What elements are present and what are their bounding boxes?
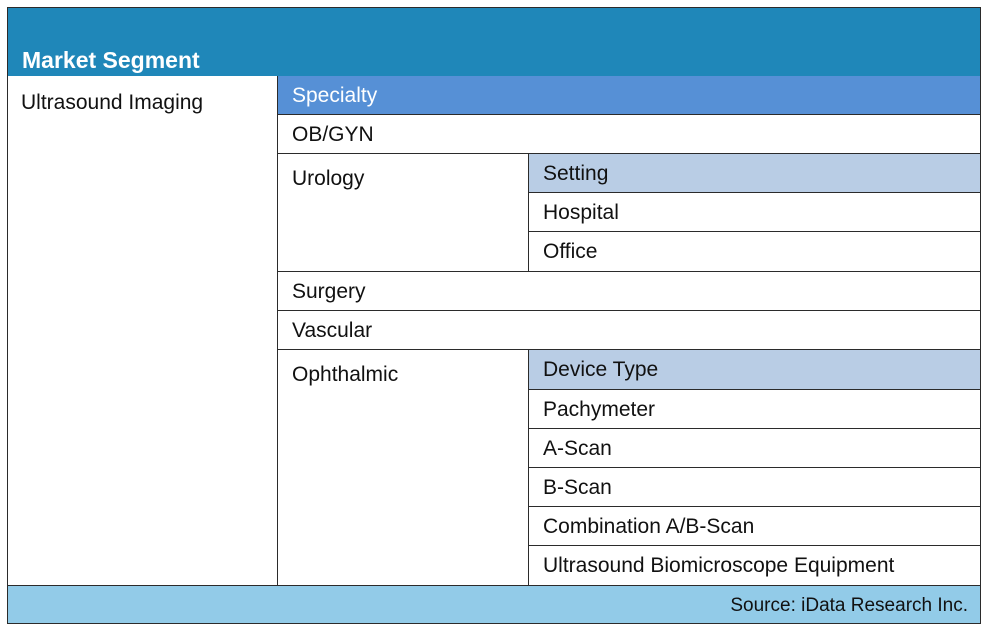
setting-label: Office	[543, 240, 598, 263]
table-footer	[8, 585, 980, 623]
specialty-row-surgery	[278, 272, 980, 311]
specialty-label: OB/GYN	[292, 123, 374, 146]
column-divider	[528, 350, 529, 585]
device-type-label: Ultrasound Biomicroscope Equipment	[543, 554, 895, 577]
device-type-row	[529, 390, 980, 429]
specialty-row-urology	[278, 154, 529, 272]
setting-row	[529, 193, 980, 232]
market-cell	[8, 76, 278, 585]
table-header-label: Market Segment	[22, 47, 200, 73]
device-type-label: Combination A/B-Scan	[543, 515, 755, 538]
source-note: Source: iData Research Inc.	[730, 595, 968, 616]
setting-header-label: Setting	[543, 162, 609, 185]
device-type-row	[529, 468, 980, 507]
device-type-row	[529, 429, 980, 468]
specialty-label: Surgery	[292, 280, 366, 303]
market-segment-table	[7, 7, 981, 624]
column-divider	[528, 154, 529, 272]
setting-header	[529, 154, 980, 193]
device-type-label: A-Scan	[543, 437, 612, 460]
specialty-row-vascular	[278, 311, 980, 350]
specialty-label: Ophthalmic	[292, 363, 399, 386]
setting-label: Hospital	[543, 201, 619, 224]
table-header	[8, 8, 980, 76]
market-label: Ultrasound Imaging	[21, 91, 204, 114]
specialty-label: Urology	[292, 167, 365, 190]
specialty-header	[278, 76, 980, 115]
device-type-header	[529, 350, 980, 390]
device-type-label: B-Scan	[543, 476, 612, 499]
specialty-row-obgyn	[278, 115, 980, 154]
device-type-row	[529, 546, 980, 585]
device-type-label: Pachymeter	[543, 398, 656, 421]
specialty-header-label: Specialty	[292, 84, 378, 107]
device-type-header-label: Device Type	[543, 358, 659, 381]
setting-row	[529, 232, 980, 272]
device-type-row	[529, 507, 980, 546]
specialty-label: Vascular	[292, 319, 373, 342]
specialty-row-ophthalmic	[278, 350, 529, 585]
